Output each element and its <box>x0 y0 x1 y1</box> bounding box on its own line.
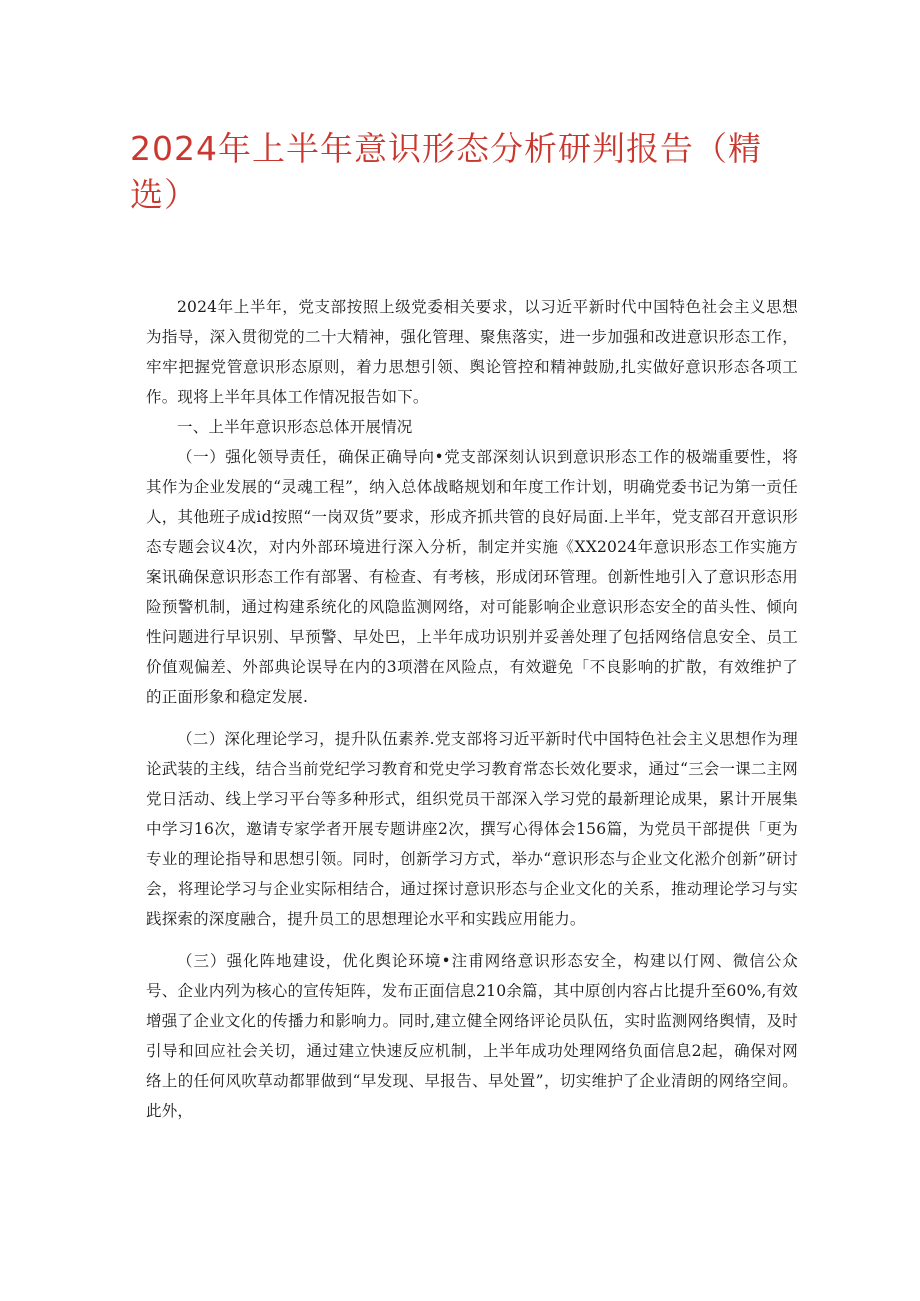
paragraph-theory-study: （二）深化理论学习，提升队伍素养.党支部将习近平新时代中国特色社会主义思想作为理论武装的主线，结合当前党纪学习教育和党史学习教育常态长效化要求，通过“三会一课二主网党日活动、线上学习平台等多种形式，组织党员干部深入学习党的最新理论成果，累计开展集中学习16次，邀请专家学者开展专题讲座2次，撰写心得体会156篇，为党员干部提供「更为专业的理论指导和思想引领。同时，创新学习方式，举办“意识形态与企业文化淞介创新”研讨会，将理论学习与企业实际相结合，通过探讨意识形态与企业文化的关系，推动理论学习与实践探索的深度融合，提升员工的思想理论水平和实践应用能力。 <box>146 730 798 928</box>
paragraph-position-building: （三）强化阵地建设，优化舆论环境•注甫网络意识形态安全，构建以仃网、微信公众号、企业内列为核心的宣传矩阵，发布正面信息210余篇，其中原创内容占比提升至60%,有效增强了企业文化的传播力和影响力。同时,建立健全网络评论员队伍，实时监测网络舆情，及时引导和回应社会关切，通过建立快速反应机制，上半年成功处理网络负面信息2起，确保对网络上的任何风吹草动都罪做到“早发现、早报告、早处置”，切实维护了企业清朗的网络空间。此外， <box>146 952 798 1120</box>
section-heading: 一、上半年意识形态总体开展情况 <box>177 418 413 436</box>
document-body <box>146 292 798 1126</box>
intro-paragraph: 2024年上半年，党支部按照上级党委相关要求，以习近平新时代中国特色社会主义思想为指导，深入贯彻党的二十大精神，强化管理、聚焦落实，进一步加强和改进意识形态工作，牢牢把握党管意识形态原则，着力思想引领、舆论管控和精神鼓励,扎实做好意识形态各项工作。现将上半年具体工作情况报告如下。 <box>146 298 798 406</box>
document-title: 2024年上半年意识形态分析研判报告（精选） <box>130 129 762 214</box>
paragraph-leadership: （一）强化领导责任，确保正确导向•党支部深刻认识到意识形态工作的极端重要性，将其作为企业发展的“灵魂工程”，纳入总体战略规划和年度工作计划，明确党委书记为第一贡任人，其他班子成id按照“一岗双货”要求，形成齐抓共管的良好局面.上半年，党支部召开意识形态专题会议4次，对内外部环境进行深入分析，制定并实施《XX2024年意识形态工作实施方案讯确保意识形态工作有部署、有检查、有考核，形成闭环管理。创新性地引入了意识形态用险预警机制，通过构建系统化的风隐监测网络，对可能影响企业意识形态安全的苗头性、倾向性问题进行早识别、早预警、早处巴，上半年成功识别并妥善处理了包括网络信息安全、员工价值观偏差、外部典论误导在内的3项潜在风险点，有效避免「不良影响的扩散，有效维护了的正面形象和稳定发展. <box>146 448 798 706</box>
